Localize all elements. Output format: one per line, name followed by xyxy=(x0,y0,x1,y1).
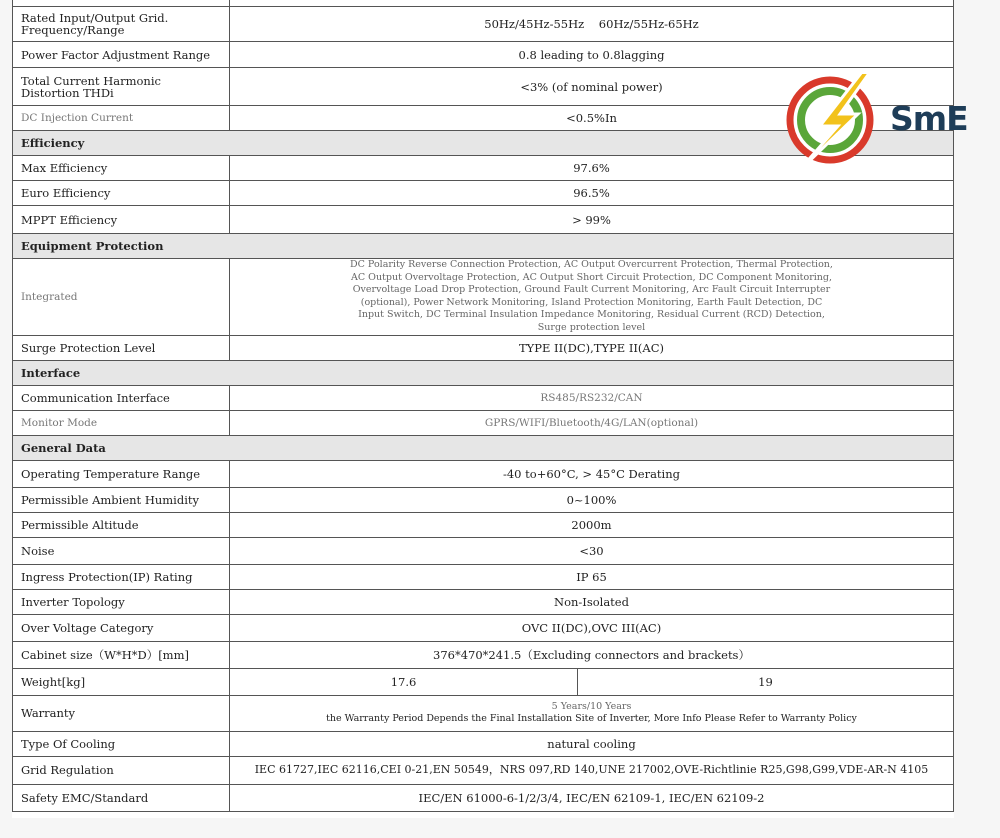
spec-row-label: Permissible Ambient Humidity xyxy=(13,487,230,512)
spec-row-value xyxy=(230,695,954,731)
spec-row-label: DC Injection Current xyxy=(13,106,230,131)
spec-row-label: Ingress Protection(IP) Rating xyxy=(13,564,230,589)
spec-row-value: <0.5%In xyxy=(230,106,954,131)
spec-row-value: 0.8 leading to 0.8lagging xyxy=(230,42,954,68)
spec-row-label: Permissible Altitude xyxy=(13,512,230,537)
spec-row-label: Grid Regulation xyxy=(13,756,230,784)
spec-row-value: <3% (of nominal power) xyxy=(230,68,954,106)
spec-row-value: <30 xyxy=(230,537,954,564)
spec-row-value: RS485/RS232/CAN xyxy=(230,385,954,410)
spec-row-value: 17.6 xyxy=(230,668,578,695)
spec-row-label: MPPT Efficiency xyxy=(13,206,230,234)
spec-row-value: 19 xyxy=(578,668,954,695)
spec-row-label: Surge Protection Level xyxy=(13,335,230,360)
spec-row-label: Inverter Topology xyxy=(13,589,230,614)
spec-row-label: Weight[kg] xyxy=(13,668,230,695)
section-header: Equipment Protection xyxy=(13,234,954,259)
spec-row-value: DC Polarity Reverse Connection Protection, AC Output Overcurrent Protection, Thermal Protection, AC Output Overvoltage Protection, AC Output Short Circuit Protection, DC Component Monitoring, Overvoltage Load Drop Protection, Ground Fault Current Monitoring, Arc Fault Circuit Interrupter (optional), Power Network Monitoring, Island Protection Monitoring, Earth Fault Detection, DC Input Switch, DC Terminal Insulation Impedance Monitoring, Residual Current (RCD) Detection, Surge protection level xyxy=(230,259,954,336)
spec-row-label: Over Voltage Category xyxy=(13,614,230,641)
spec-row-label: Rated Input/Output Grid. Frequency/Range xyxy=(13,7,230,42)
warranty-years: 5 Years/10 Years xyxy=(551,700,632,712)
spec-row-label: Total Current Harmonic Distortion THDi xyxy=(13,68,230,106)
warranty-note: the Warranty Period Depends the Final Installation Site of Inverter, More Info Please Refer to Warranty Policy xyxy=(326,713,857,725)
spec-row-value: 96.5% xyxy=(230,181,954,206)
spec-row-label: Max Efficiency xyxy=(13,156,230,181)
section-header: General Data xyxy=(13,435,954,460)
spec-row-value: 50Hz/45Hz-55Hz 60Hz/55Hz-65Hz xyxy=(230,7,954,42)
spec-row-label: Safety EMC/Standard xyxy=(13,784,230,811)
spec-row-value: -40 to+60°C, > 45°C Derating xyxy=(230,460,954,487)
spec-row-label: Warranty xyxy=(13,695,230,731)
spec-row-label: Monitor Mode xyxy=(13,410,230,435)
spec-row-label: Noise xyxy=(13,537,230,564)
spec-row-value: > 99% xyxy=(230,206,954,234)
spec-row-value: natural cooling xyxy=(230,731,954,756)
spec-row-label: Type Of Cooling xyxy=(13,731,230,756)
spec-row-value: OVC II(DC),OVC III(AC) xyxy=(230,614,954,641)
spec-row-value: IEC/EN 61000-6-1/2/3/4, IEC/EN 62109-1, IEC/EN 62109-2 xyxy=(230,784,954,811)
logo-text: SmE xyxy=(890,99,968,138)
spec-row-label: Communication Interface xyxy=(13,385,230,410)
spec-row-value: Non-Isolated xyxy=(230,589,954,614)
spec-row-label: Operating Temperature Range xyxy=(13,460,230,487)
spec-row-label: Cabinet size（W*H*D）[mm] xyxy=(13,641,230,668)
spec-row-value: 97.6% xyxy=(230,156,954,181)
section-header: Interface xyxy=(13,360,954,385)
spec-row-value: GPRS/WIFI/Bluetooth/4G/LAN(optional) xyxy=(230,410,954,435)
spec-row-value: 376*470*241.5（Excluding connectors and brackets） xyxy=(230,641,954,668)
section-header: Efficiency xyxy=(13,131,954,156)
spec-row-label: Euro Efficiency xyxy=(13,181,230,206)
spec-row-value: IP 65 xyxy=(230,564,954,589)
spec-row-value: IEC 61727,IEC 62116,CEI 0-21,EN 50549，NRS 097,RD 140,UNE 217002,OVE-Richtlinie R25,G98,G99,VDE-AR-N 4105 xyxy=(230,756,954,784)
spec-row-label: Power Factor Adjustment Range xyxy=(13,42,230,68)
spec-row-label: Integrated xyxy=(13,259,230,336)
spec-row-value: TYPE II(DC),TYPE II(AC) xyxy=(230,335,954,360)
spec-row-value: 2000m xyxy=(230,512,954,537)
spec-row-value: 0~100% xyxy=(230,487,954,512)
